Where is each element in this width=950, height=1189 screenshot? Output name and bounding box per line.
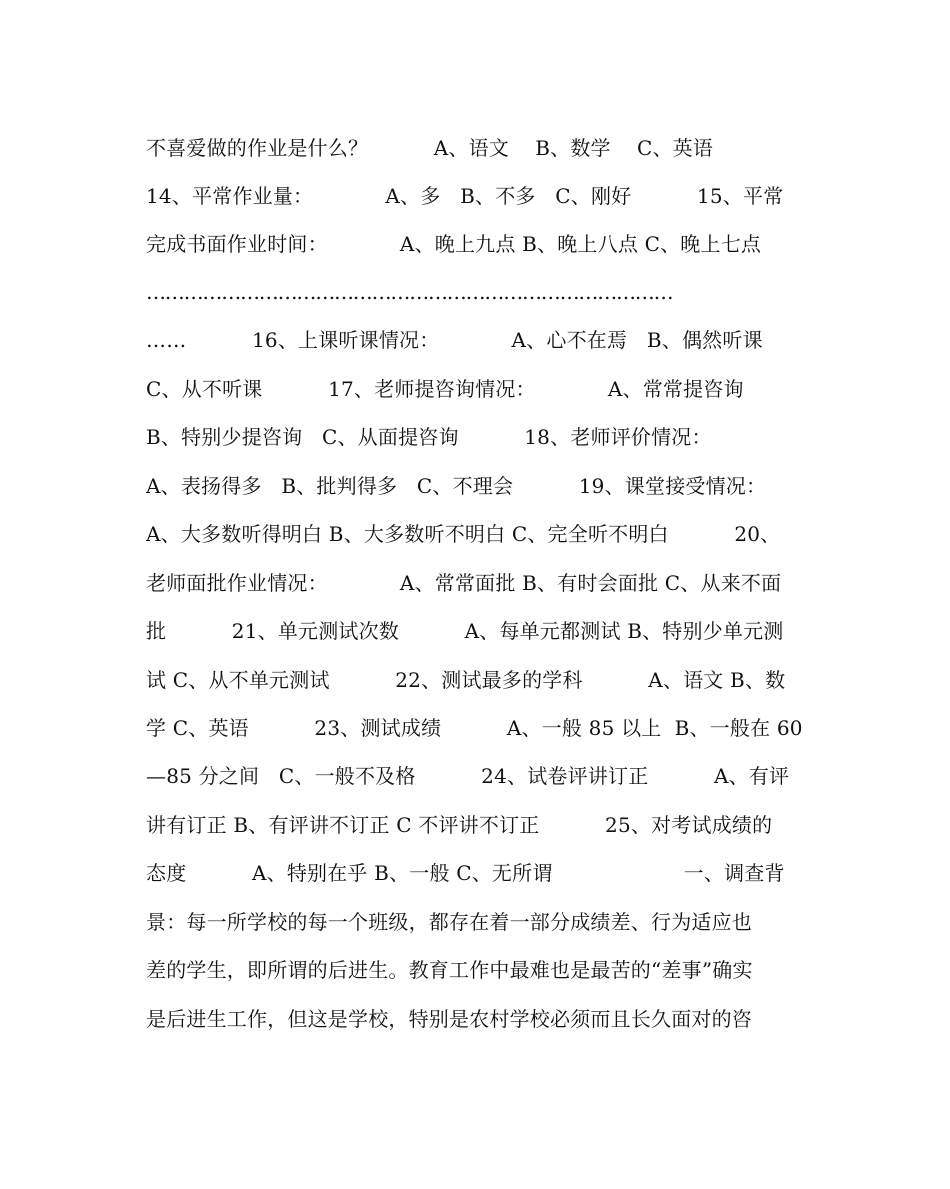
text-line-11: 批 21、单元测试次数 A、每单元都测试 B、特别少单元测 — [146, 619, 784, 643]
text-line-2: 14、平常作业量： A、多 B、不多 C、刚好 15、平常 — [146, 184, 784, 208]
text-line-18: 差的学生，即所谓的后进生。教育工作中最难也是最苦的“差事”确实 — [146, 958, 753, 982]
text-line-4: ………………………………………………………………………… — [146, 280, 673, 304]
text-line-12: 试 C、从不单元测试 22、测试最多的学科 A、语文 B、数 — [146, 668, 786, 692]
text-line-14: —85 分之间 C、一般不及格 24、试卷评讲订正 A、有评 — [146, 764, 790, 788]
text-line-8: A、表扬得多 B、批判得多 C、不理会 19、课堂接受情况： — [146, 474, 767, 498]
text-line-15: 讲有订正 B、有评讲不订正 C 不评讲不订正 25、对考试成绩的 — [146, 813, 773, 837]
text-line-6: C、从不听课 17、老师提咨询情况： A、常常提咨询 — [146, 377, 744, 401]
text-line-9: A、大多数听得明白 B、大多数听不明白 C、完全听不明白 20、 — [146, 522, 781, 546]
text-line-3: 完成书面作业时间： A、晚上九点 B、晚上八点 C、晚上七点 — [146, 232, 762, 256]
text-line-13: 学 C、英语 23、测试成绩 A、一般 85 以上 B、一般在 60 — [146, 716, 803, 740]
text-line-5: …… 16、上课听课情况： A、心不在焉 B、偶然听课 — [146, 328, 763, 352]
text-line-17: 景：每一所学校的每一个班级，都存在着一部分成绩差、行为适应也 — [146, 910, 752, 934]
text-line-16: 态度 A、特别在乎 B、一般 C、无所谓 一、调查背 — [146, 861, 785, 885]
text-line-19: 是后进生工作，但这是学校，特别是农村学校必须而且长久面对的咨 — [146, 1007, 752, 1031]
text-line-10: 老师面批作业情况： A、常常面批 B、有时会面批 C、从来不面 — [146, 571, 782, 595]
text-line-1: 不喜爱做的作业是什么？ A、语文 B、数学 C、英语 — [146, 136, 714, 160]
text-line-7: B、特别少提咨询 C、从面提咨询 18、老师评价情况： — [146, 425, 712, 449]
